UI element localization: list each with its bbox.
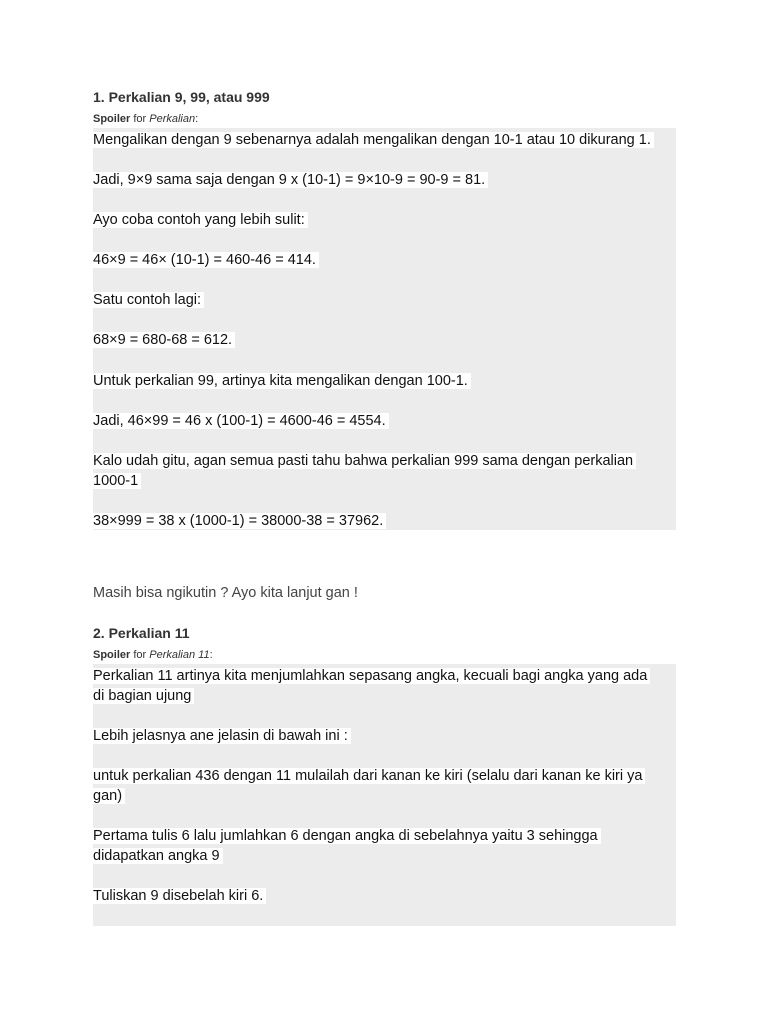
section-2-title: 2. Perkalian 11 [93, 625, 190, 641]
spoiler-2-line: didapatkan angka 9 [93, 846, 223, 867]
spoiler-word: Spoiler [93, 649, 131, 661]
spoiler-name: Perkalian 11 [149, 649, 210, 661]
spoiler-1-line: Ayo coba contoh yang lebih sulit: [93, 210, 308, 231]
spoiler-1-content [93, 128, 676, 530]
spoiler-name: Perkalian [149, 113, 196, 125]
spoiler-colon: : [195, 113, 199, 125]
spoiler-2-label [93, 649, 213, 661]
spoiler-1-line: 1000-1 [93, 471, 141, 492]
spoiler-2-content [93, 664, 676, 926]
spoiler-colon: : [209, 649, 213, 661]
spoiler-word: Spoiler [93, 113, 131, 125]
spoiler-1-line: Satu contoh lagi: [93, 290, 204, 311]
spoiler-1-line: 38×999 = 38 x (1000-1) = 38000-38 = 37962. [93, 511, 386, 532]
spoiler-2-line: Pertama tulis 6 lalu jumlahkan 6 dengan angka di sebelahnya yaitu 3 sehingga [93, 826, 601, 847]
spoiler-for: for [130, 649, 150, 661]
interlude-text: Masih bisa ngikutin ? Ayo kita lanjut gan ! [93, 585, 358, 601]
spoiler-1-line: 46×9 = 46× (10-1) = 460-46 = 414. [93, 250, 319, 271]
section-1-title: 1. Perkalian 9, 99, atau 999 [93, 89, 270, 105]
spoiler-1-line: 68×9 = 680-68 = 612. [93, 330, 235, 351]
spoiler-2-line: Perkalian 11 artinya kita menjumlahkan sepasang angka, kecuali bagi angka yang ada [93, 666, 650, 687]
spoiler-1-line: Kalo udah gitu, agan semua pasti tahu bahwa perkalian 999 sama dengan perkalian [93, 451, 636, 472]
spoiler-2-line: gan) [93, 786, 125, 807]
spoiler-2-line: untuk perkalian 436 dengan 11 mulailah dari kanan ke kiri (selalu dari kanan ke kiri ya [93, 766, 645, 787]
spoiler-1-line: Jadi, 9×9 sama saja dengan 9 x (10-1) = 9×10-9 = 90-9 = 81. [93, 170, 488, 191]
spoiler-1-label [93, 113, 198, 125]
spoiler-2-line: Lebih jelasnya ane jelasin di bawah ini : [93, 726, 351, 747]
spoiler-1-line: Jadi, 46×99 = 46 x (100-1) = 4600-46 = 4554. [93, 411, 389, 432]
spoiler-for: for [130, 113, 150, 125]
spoiler-2-line: Tuliskan 9 disebelah kiri 6. [93, 886, 266, 907]
spoiler-2-line: di bagian ujung [93, 686, 194, 707]
spoiler-1-line: Mengalikan dengan 9 sebenarnya adalah mengalikan dengan 10-1 atau 10 dikurang 1. [93, 130, 654, 151]
spoiler-1-line: Untuk perkalian 99, artinya kita mengalikan dengan 100-1. [93, 371, 471, 392]
